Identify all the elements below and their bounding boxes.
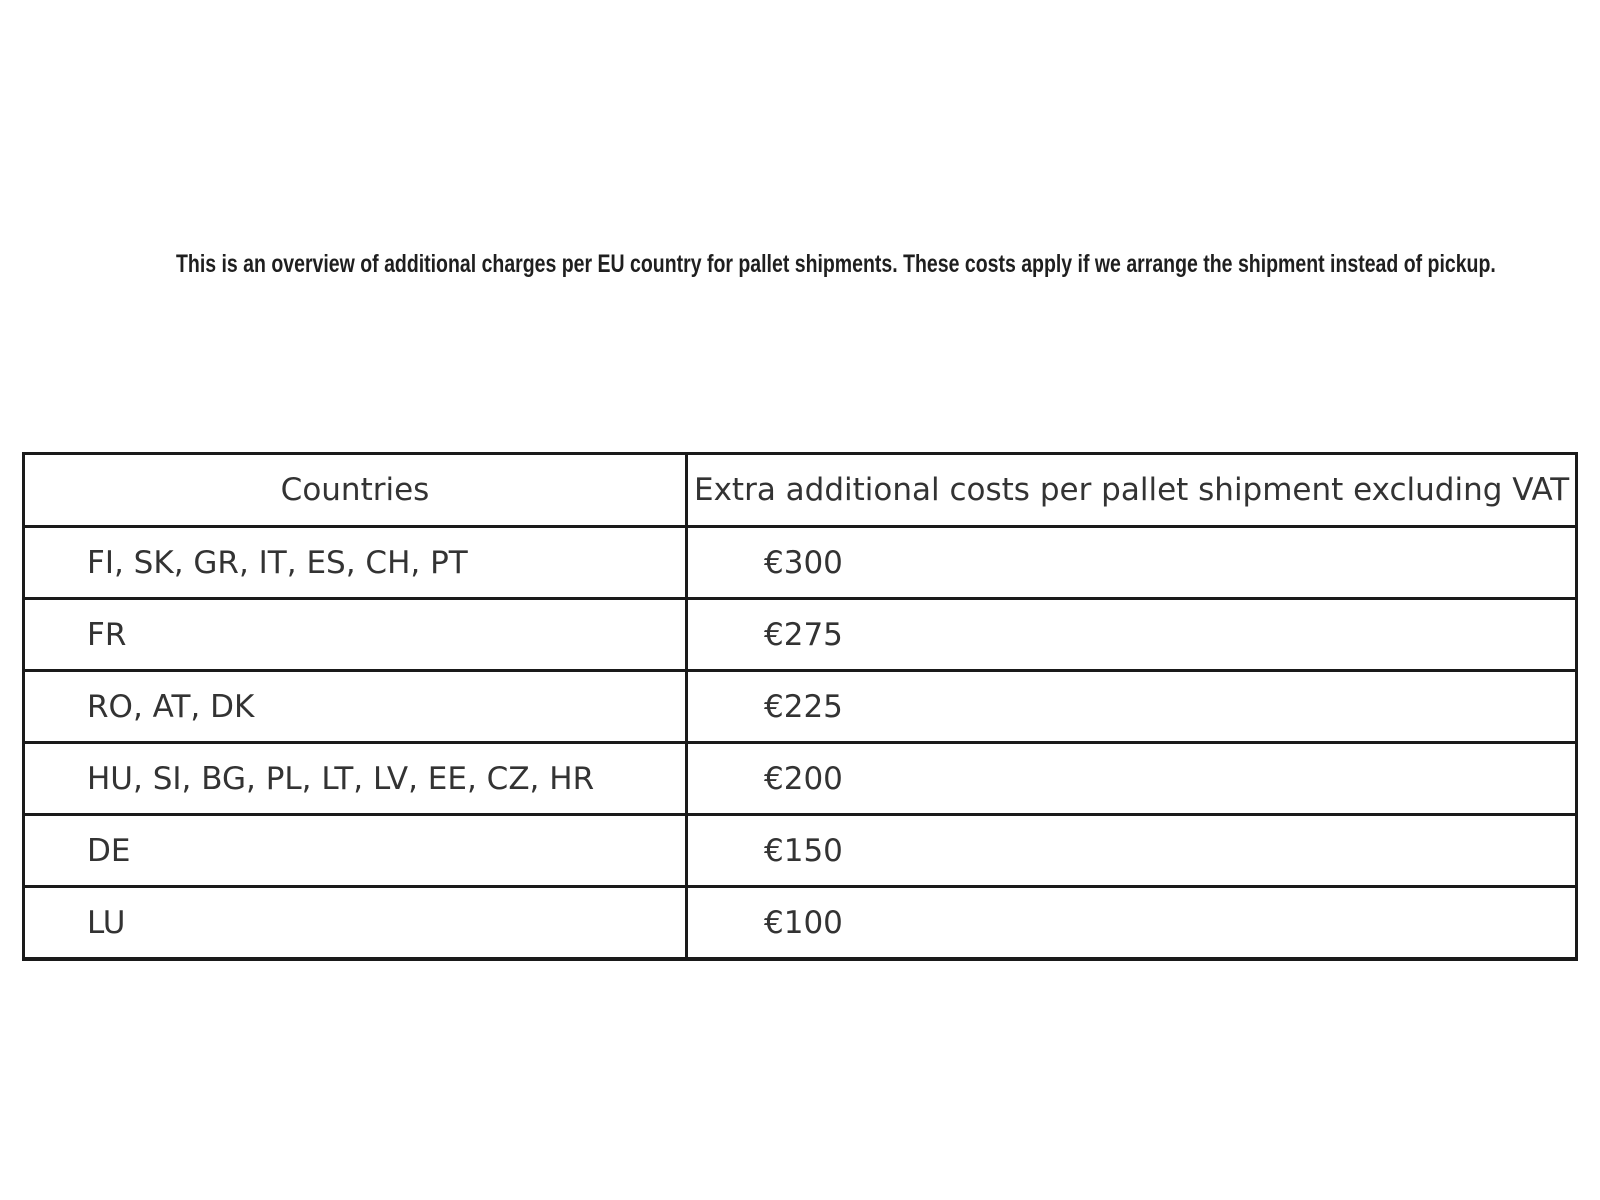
table-row: [24, 671, 1577, 743]
table-row: [24, 887, 1577, 960]
table-header-row: [24, 454, 1577, 527]
countries-cell: FI, SK, GR, IT, ES, CH, PT: [24, 527, 687, 599]
cost-cell: €300: [687, 527, 1577, 599]
cost-cell: €275: [687, 599, 1577, 671]
cost-cell: €100: [687, 887, 1577, 960]
countries-cell: DE: [24, 815, 687, 887]
column-header-countries: Countries: [24, 454, 687, 527]
cost-cell: €150: [687, 815, 1577, 887]
table-row: [24, 599, 1577, 671]
intro-text: This is an overview of additional charges per EU country for pallet shipments. These costs apply if we arrange the shipment instead of pickup.: [176, 250, 1496, 278]
countries-cell: RO, AT, DK: [24, 671, 687, 743]
cost-cell: €225: [687, 671, 1577, 743]
countries-cell: HU, SI, BG, PL, LT, LV, EE, CZ, HR: [24, 743, 687, 815]
table-row: [24, 743, 1577, 815]
column-header-costs: Extra additional costs per pallet shipment excluding VAT: [687, 454, 1577, 527]
countries-cell: FR: [24, 599, 687, 671]
countries-cell: LU: [24, 887, 687, 960]
table-row: [24, 815, 1577, 887]
cost-cell: €200: [687, 743, 1577, 815]
table-row: [24, 527, 1577, 599]
charges-table: [22, 452, 1578, 961]
